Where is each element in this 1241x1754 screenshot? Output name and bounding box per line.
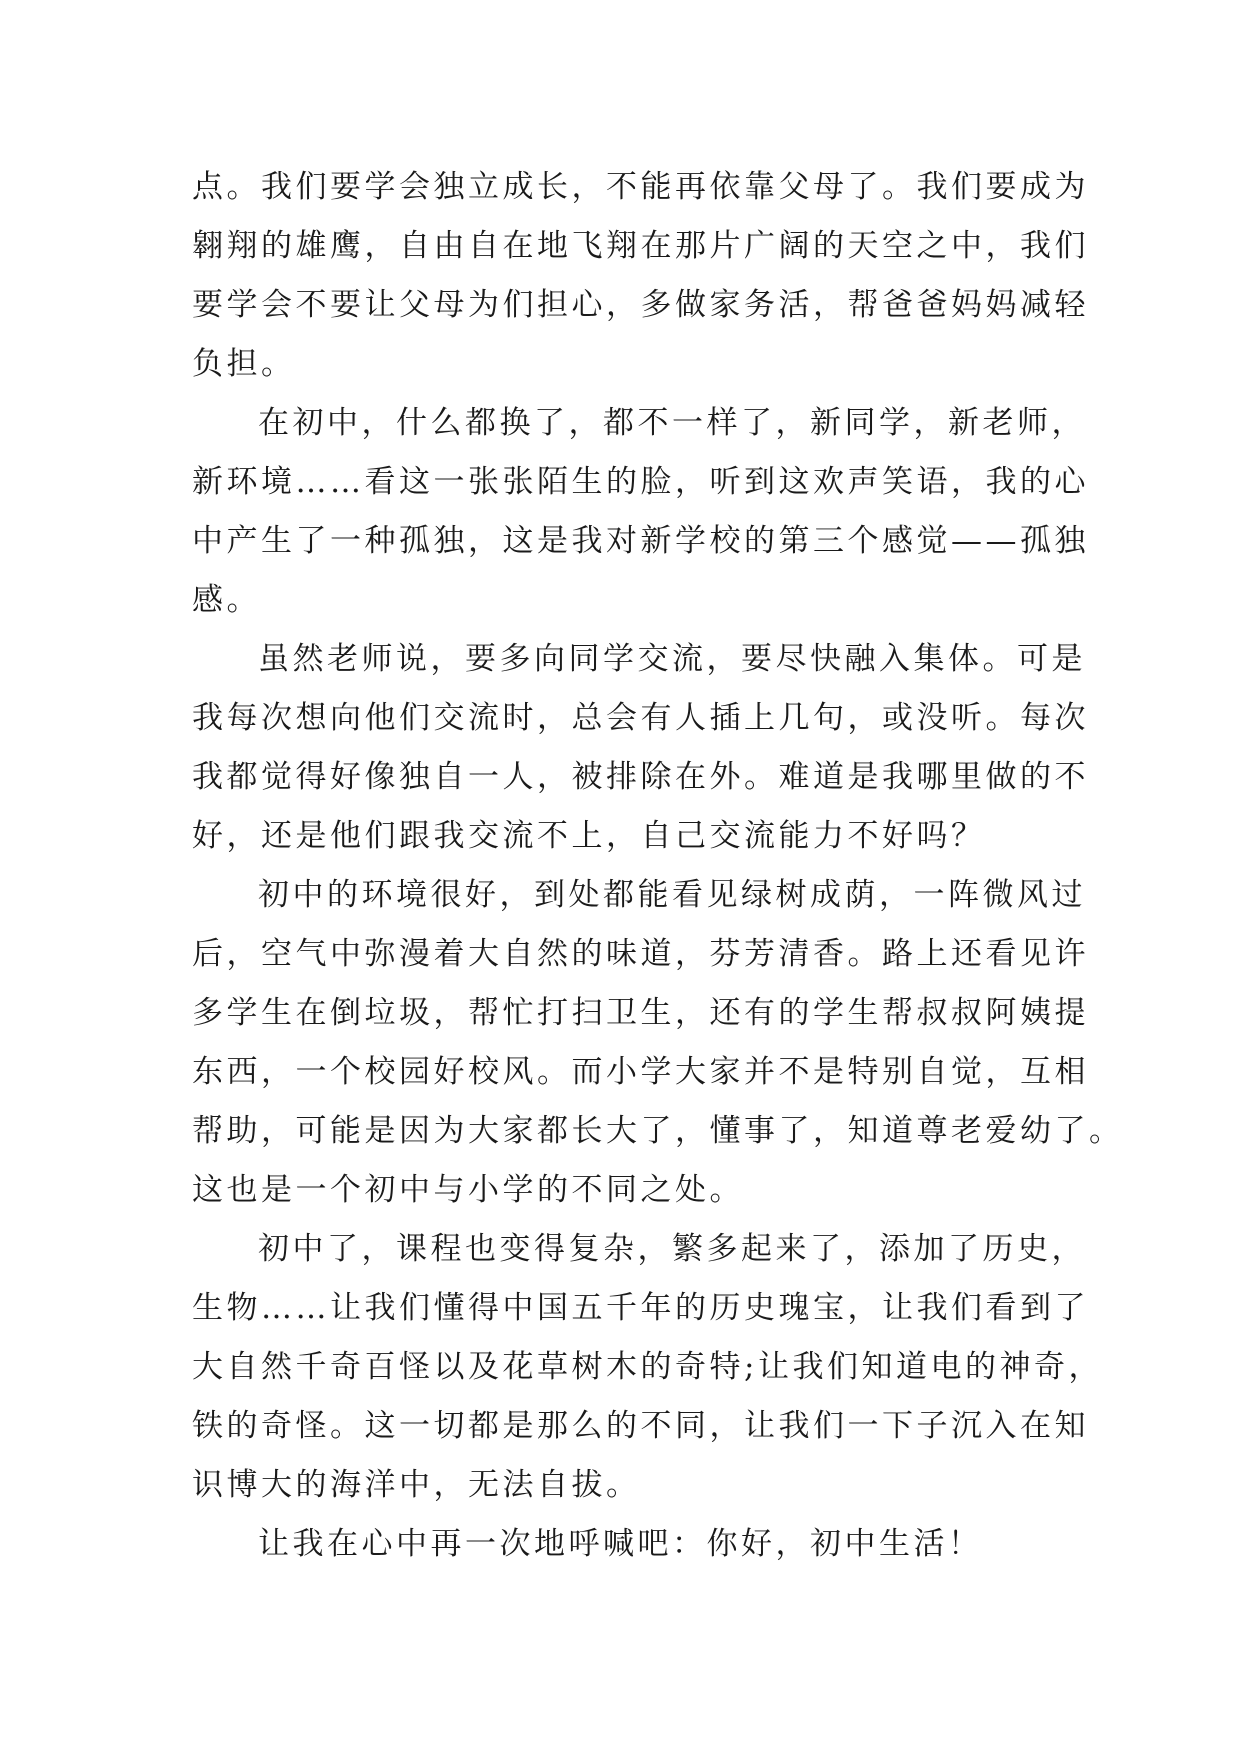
text-line: 后，空气中弥漫着大自然的味道，芬芳清香。路上还看见许 — [192, 936, 1089, 972]
text-line: 我每次想向他们交流时，总会有人插上几句，或没听。每次 — [192, 700, 1089, 736]
text-line: 让我在心中再一次地呼喊吧：你好，初中生活！ — [258, 1526, 983, 1562]
paragraph-4 — [192, 866, 1124, 1220]
text-line: 新环境……看这一张张陌生的脸，听到这欢声笑语，我的心 — [192, 464, 1089, 500]
text-line: 中产生了一种孤独，这是我对新学校的第三个感觉——孤独 — [192, 523, 1089, 559]
text-line: 识博大的海洋中，无法自拔。 — [192, 1467, 641, 1503]
paragraph-2 — [192, 394, 1089, 630]
paragraph-6 — [192, 1515, 1052, 1574]
document-body — [192, 158, 1124, 1574]
text-line: 铁的奇怪。这一切都是那么的不同，让我们一下子沉入在知 — [192, 1408, 1089, 1444]
text-line: 虽然老师说，要多向同学交流，要尽快融入集体。可是 — [258, 641, 1086, 677]
text-line: 点。我们要学会独立成长，不能再依靠父母了。我们要成为 — [192, 169, 1089, 205]
text-line: 帮助，可能是因为大家都长大了，懂事了，知道尊老爱幼了。 — [192, 1113, 1124, 1149]
text-line: 感。 — [192, 582, 261, 618]
text-line: 在初中，什么都换了，都不一样了，新同学，新老师， — [258, 405, 1086, 441]
paragraph-5 — [192, 1220, 1103, 1515]
text-line: 大自然千奇百怪以及花草树木的奇特;让我们知道电的神奇， — [192, 1349, 1103, 1385]
text-line: 初中了，课程也变得复杂，繁多起来了，添加了历史， — [258, 1231, 1086, 1267]
paragraph-1 — [192, 158, 1089, 394]
text-line: 要学会不要让父母为们担心，多做家务活，帮爸爸妈妈减轻 — [192, 287, 1089, 323]
paragraph-3 — [192, 630, 1089, 866]
text-line: 初中的环境很好，到处都能看见绿树成荫，一阵微风过 — [258, 877, 1086, 913]
text-line: 生物……让我们懂得中国五千年的历史瑰宝，让我们看到了 — [192, 1290, 1089, 1326]
text-line: 这也是一个初中与小学的不同之处。 — [192, 1172, 744, 1208]
text-line: 负担。 — [192, 346, 296, 382]
text-line: 东西，一个校园好校风。而小学大家并不是特别自觉，互相 — [192, 1054, 1089, 1090]
text-line: 翱翔的雄鹰，自由自在地飞翔在那片广阔的天空之中，我们 — [192, 228, 1089, 264]
text-line: 我都觉得好像独自一人，被排除在外。难道是我哪里做的不 — [192, 759, 1089, 795]
text-line: 好，还是他们跟我交流不上，自己交流能力不好吗？ — [192, 818, 986, 854]
text-line: 多学生在倒垃圾，帮忙打扫卫生，还有的学生帮叔叔阿姨提 — [192, 995, 1089, 1031]
